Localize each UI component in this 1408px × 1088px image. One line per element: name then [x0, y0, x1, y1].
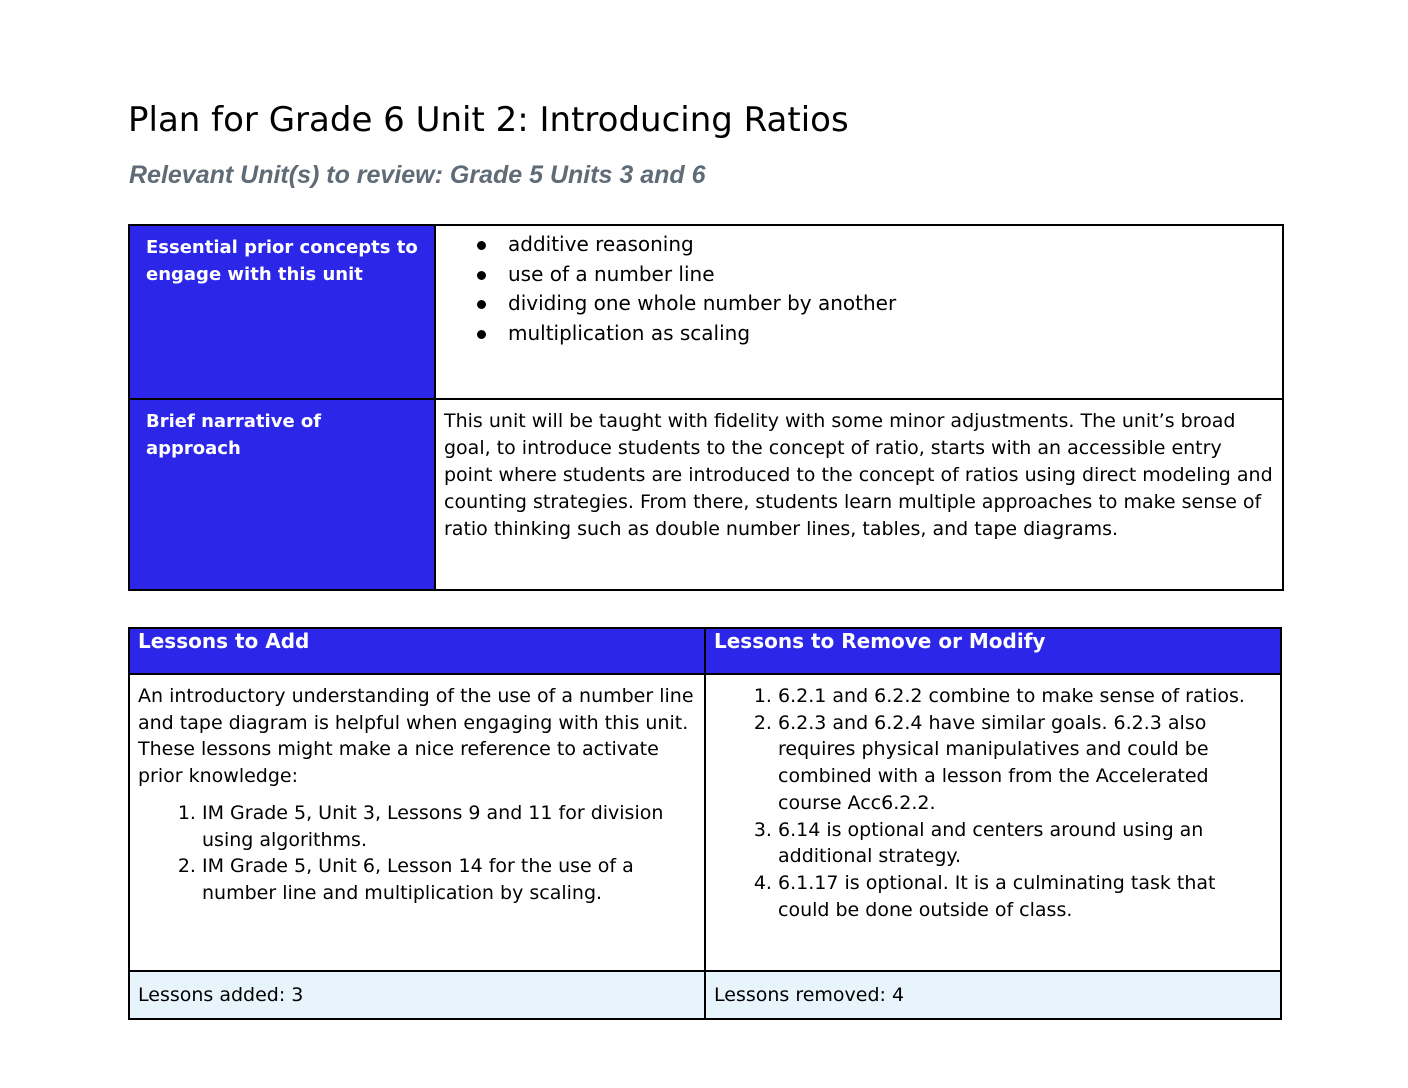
page-title: Plan for Grade 6 Unit 2: Introducing Ratios — [128, 100, 849, 140]
lessons-add-header: Lessons to Add — [129, 628, 705, 674]
lessons-remove-header: Lessons to Remove or Modify — [705, 628, 1281, 674]
lessons-footer-row — [129, 971, 1281, 1019]
list-item: 3. 6.14 is optional and centers around using an additional strategy. — [778, 817, 1272, 870]
narrative-row — [129, 399, 1283, 590]
list-item: 2. 6.2.3 and 6.2.4 have similar goals. 6.2.3 also requires physical manipulatives and could be combined with a lesson from the Accelerated course Acc6.2.2. — [778, 710, 1272, 817]
lessons-add-cell — [129, 674, 705, 971]
lessons-removed-count: Lessons removed: 4 — [705, 971, 1281, 1019]
narrative-text: This unit will be taught with fidelity with some minor adjustments. The unit’s broad goal, to introduce students to the concept of ratio, starts with an accessible entry point where students are introduced to the concept of ratios using direct modeling and counting strategies. From there, students learn multiple approaches to make sense of ratio thinking such as double number lines, tables, and tape diagrams. — [435, 399, 1283, 590]
page-subtitle: Relevant Unit(s) to review: Grade 5 Units 3 and 6 — [129, 161, 706, 189]
prior-concepts-cell — [435, 225, 1283, 399]
lessons-remove-cell — [705, 674, 1281, 971]
prior-concepts-label: Essential prior concepts to engage with this unit — [129, 225, 435, 399]
list-item: multiplication as scaling — [508, 319, 1274, 349]
list-item: 4. 6.1.17 is optional. It is a culminating task that could be done outside of class. — [778, 870, 1272, 923]
lessons-add-intro: An introductory understanding of the use of a number line and tape diagram is helpful when engaging with this unit. These lessons might make a nice reference to activate prior knowledge: — [138, 685, 694, 788]
list-item: dividing one whole number by another — [508, 289, 1274, 319]
list-item: 1. 6.2.1 and 6.2.2 combine to make sense of ratios. — [778, 683, 1272, 710]
list-item: 2. IM Grade 5, Unit 6, Lesson 14 for the use of a number line and multiplication by scaling. — [202, 853, 696, 906]
lessons-added-count: Lessons added: 3 — [129, 971, 705, 1019]
prior-concepts-list — [444, 230, 1274, 348]
lessons-table — [128, 627, 1282, 1020]
narrative-label: Brief narrative of approach — [129, 399, 435, 590]
lessons-header-row — [129, 628, 1281, 674]
prior-concepts-row — [129, 225, 1283, 399]
list-item: use of a number line — [508, 260, 1274, 290]
overview-table — [128, 224, 1284, 591]
list-item: additive reasoning — [508, 230, 1274, 260]
list-item: 1. IM Grade 5, Unit 3, Lessons 9 and 11 for division using algorithms. — [202, 800, 696, 853]
lessons-add-list — [138, 800, 696, 907]
lessons-remove-list — [714, 683, 1272, 923]
lessons-body-row — [129, 674, 1281, 971]
